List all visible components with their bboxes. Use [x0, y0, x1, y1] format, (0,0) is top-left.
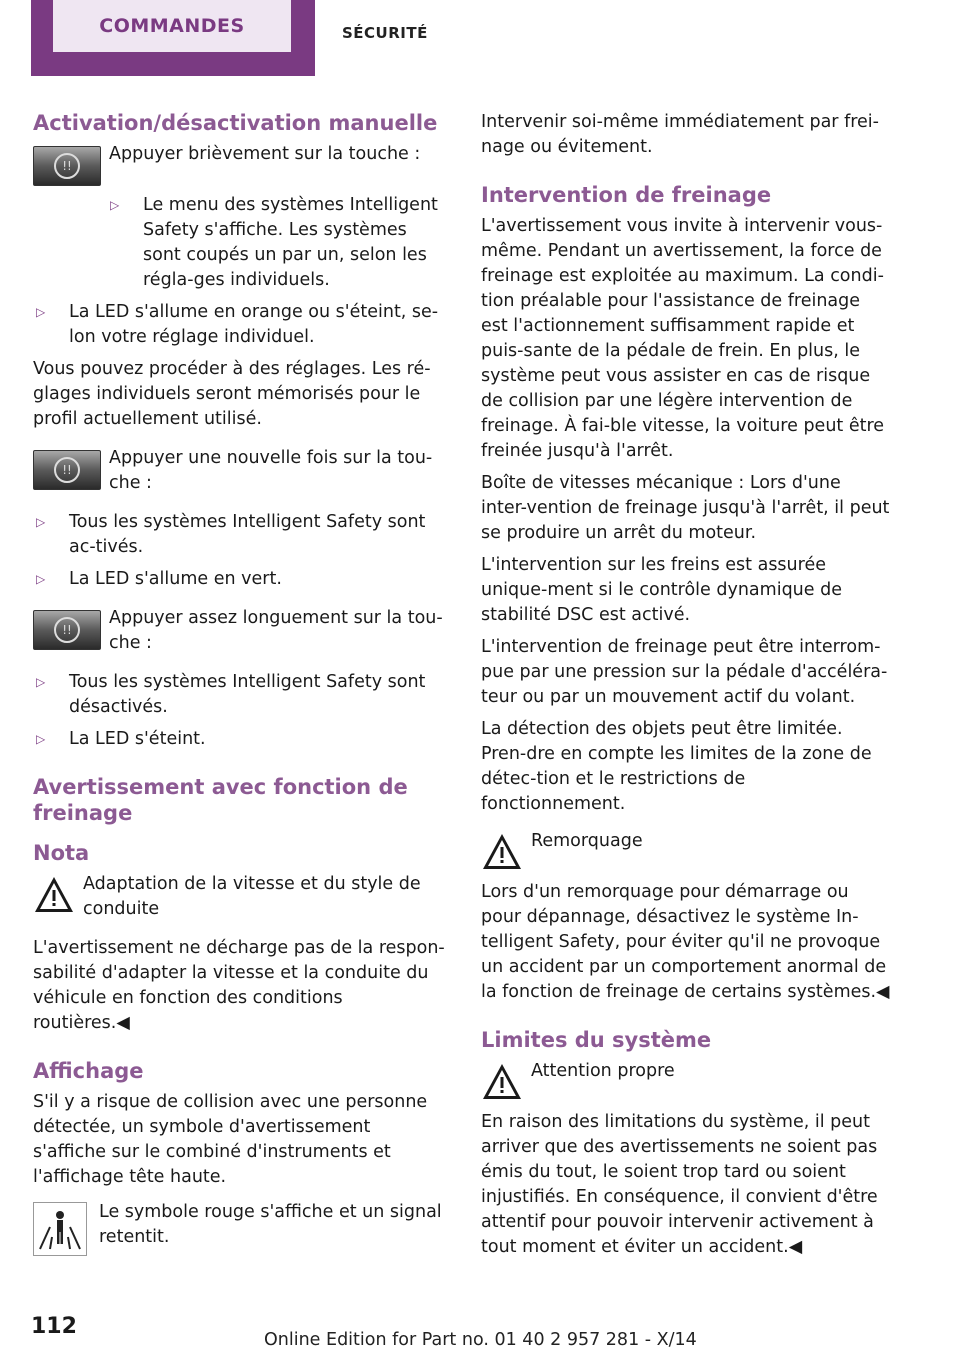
- pedestrian-warning-text: Le symbole rouge s'affiche et un signal retentit.: [99, 1202, 442, 1247]
- tab-commandes[interactable]: COMMANDES: [53, 0, 291, 52]
- intelligent-safety-button-icon: !!: [33, 610, 101, 650]
- warning-body: Lors d'un remorquage pour démarrage ou pour dépannage, désactivez le système In-telligent Safety, pour éviter qu'il ne provoque un accident par un comportement anormal de la fonction de freinage de certains systèmes.◀: [481, 882, 890, 1002]
- paragraph: La détection des objets peut être limitée. Pren-dre en compte les limites de la zone de détec-tion et le restrictions de fonctionnement.: [481, 719, 872, 814]
- list-item: [33, 670, 445, 720]
- button-instruction-short: [33, 142, 445, 186]
- warning-title: Attention propre: [531, 1061, 675, 1081]
- pedestrian-warning-row: [33, 1200, 445, 1257]
- instruction-text: Appuyer une nouvelle fois sur la tou-che :: [109, 448, 433, 493]
- tab-securite[interactable]: SÉCURITÉ: [342, 24, 428, 42]
- list-item-text: Tous les systèmes Intelligent Safety sont désactivés.: [69, 672, 426, 717]
- list-item-text: Tous les systèmes Intelligent Safety sont ac-tivés.: [69, 512, 426, 557]
- paragraph: S'il y a risque de collision avec une personne détectée, un symbole d'avertissement s'affiche sur le combiné d'instruments et l'affichage tête haute.: [33, 1092, 428, 1187]
- edition-footer: Online Edition for Part no. 01 40 2 957 281 - X/14: [264, 1330, 697, 1350]
- instruction-text: Appuyer assez longuement sur la tou-che :: [109, 608, 443, 653]
- button-instruction-again: [33, 446, 445, 503]
- triangle-bullet-icon: ▷: [36, 305, 46, 319]
- warning-attention: [481, 1059, 891, 1103]
- warning-title: Remorquage: [531, 831, 643, 851]
- warning-body: En raison des limitations du système, il peut arriver que des avertissements ne soient pas émis du tout, le soient trop tard ou soient injustifiés. En conséquence, il convient d'être attentif pour pouvoir intervenir activement à tout moment et éviter un accident.◀: [481, 1112, 878, 1257]
- warning-triangle-icon: [33, 874, 75, 916]
- list-item: [107, 193, 445, 293]
- list-item: [33, 567, 445, 592]
- warning-triangle-icon: [481, 831, 523, 873]
- warning-towing: [481, 829, 891, 873]
- list-item-text: La LED s'allume en vert.: [69, 569, 282, 589]
- list-item: [33, 510, 445, 560]
- heading-system-limits: Limites du système: [481, 1028, 712, 1052]
- triangle-bullet-icon: ▷: [110, 198, 120, 212]
- paragraph: Boîte de vitesses mécanique : Lors d'une inter-vention de freinage jusqu'à l'arrêt, il peut se produire un arrêt du moteur.: [481, 473, 890, 543]
- triangle-bullet-icon: ▷: [36, 515, 46, 529]
- heading-braking-intervention: Intervention de freinage: [481, 183, 772, 207]
- warning-triangle-icon: [481, 1061, 523, 1103]
- heading-manual-activation: Activation/désactivation manuelle: [33, 111, 438, 135]
- triangle-bullet-icon: ▷: [36, 732, 46, 746]
- page-number: 112: [31, 1314, 77, 1339]
- paragraph: L'avertissement vous invite à intervenir vous-même. Pendant un avertissement, la force de freinage est exploitée au maximum. La condi-tion préalable pour l'assistance de freinage est l'actionnement suffisamment rapide et puis-sante de la pédale de frein. En plus, le système peut vous assister en cas de risque de collision par une légère intervention de freinage. À fai-ble vitesse, la voiture peut être freinée jusqu'à l'arrêt.: [481, 216, 885, 461]
- warning-body: L'avertissement ne décharge pas de la respon-sabilité d'adapter la vitesse et la conduite du véhicule en fonction des conditions routières.◀: [33, 938, 445, 1033]
- triangle-bullet-icon: ▷: [36, 572, 46, 586]
- left-column: [33, 110, 445, 1264]
- heading-affichage: Affichage: [33, 1059, 144, 1083]
- list-item-text: Le menu des systèmes Intelligent Safety s'affiche. Les systèmes sont coupés un par un, selon les régla-ges individuels.: [143, 195, 438, 290]
- heading-nota: Nota: [33, 841, 90, 865]
- intelligent-safety-button-icon: !!: [33, 450, 101, 490]
- warning-note: [33, 872, 445, 929]
- paragraph: Vous pouvez procéder à des réglages. Les ré-glages individuels seront mémorisés pour le profil actuellement utilisé.: [33, 359, 431, 429]
- list-item-text: La LED s'éteint.: [69, 729, 206, 749]
- paragraph: L'intervention sur les freins est assurée unique-ment si le contrôle dynamique de stabilité DSC est activé.: [481, 555, 842, 625]
- paragraph: Intervenir soi-même immédiatement par frei-nage ou évitement.: [481, 112, 879, 157]
- right-column: [481, 110, 891, 1267]
- triangle-bullet-icon: ▷: [36, 675, 46, 689]
- button-instruction-long: [33, 606, 445, 663]
- intelligent-safety-button-icon: !!: [33, 146, 101, 186]
- instruction-text: Appuyer brièvement sur la touche :: [109, 144, 421, 164]
- pedestrian-warning-icon: [33, 1202, 87, 1256]
- list-item: [33, 300, 445, 350]
- paragraph: L'intervention de freinage peut être interrom-pue par une pression sur la pédale d'accéléra-teur ou par un mouvement actif du volant.: [481, 637, 888, 707]
- list-item-text: La LED s'allume en orange ou s'éteint, se-lon votre réglage individuel.: [69, 302, 439, 347]
- heading-warning-braking: Avertissement avec fonction de freinage: [33, 775, 408, 825]
- warning-title: Adaptation de la vitesse et du style de conduite: [83, 874, 421, 919]
- list-item: [33, 727, 445, 752]
